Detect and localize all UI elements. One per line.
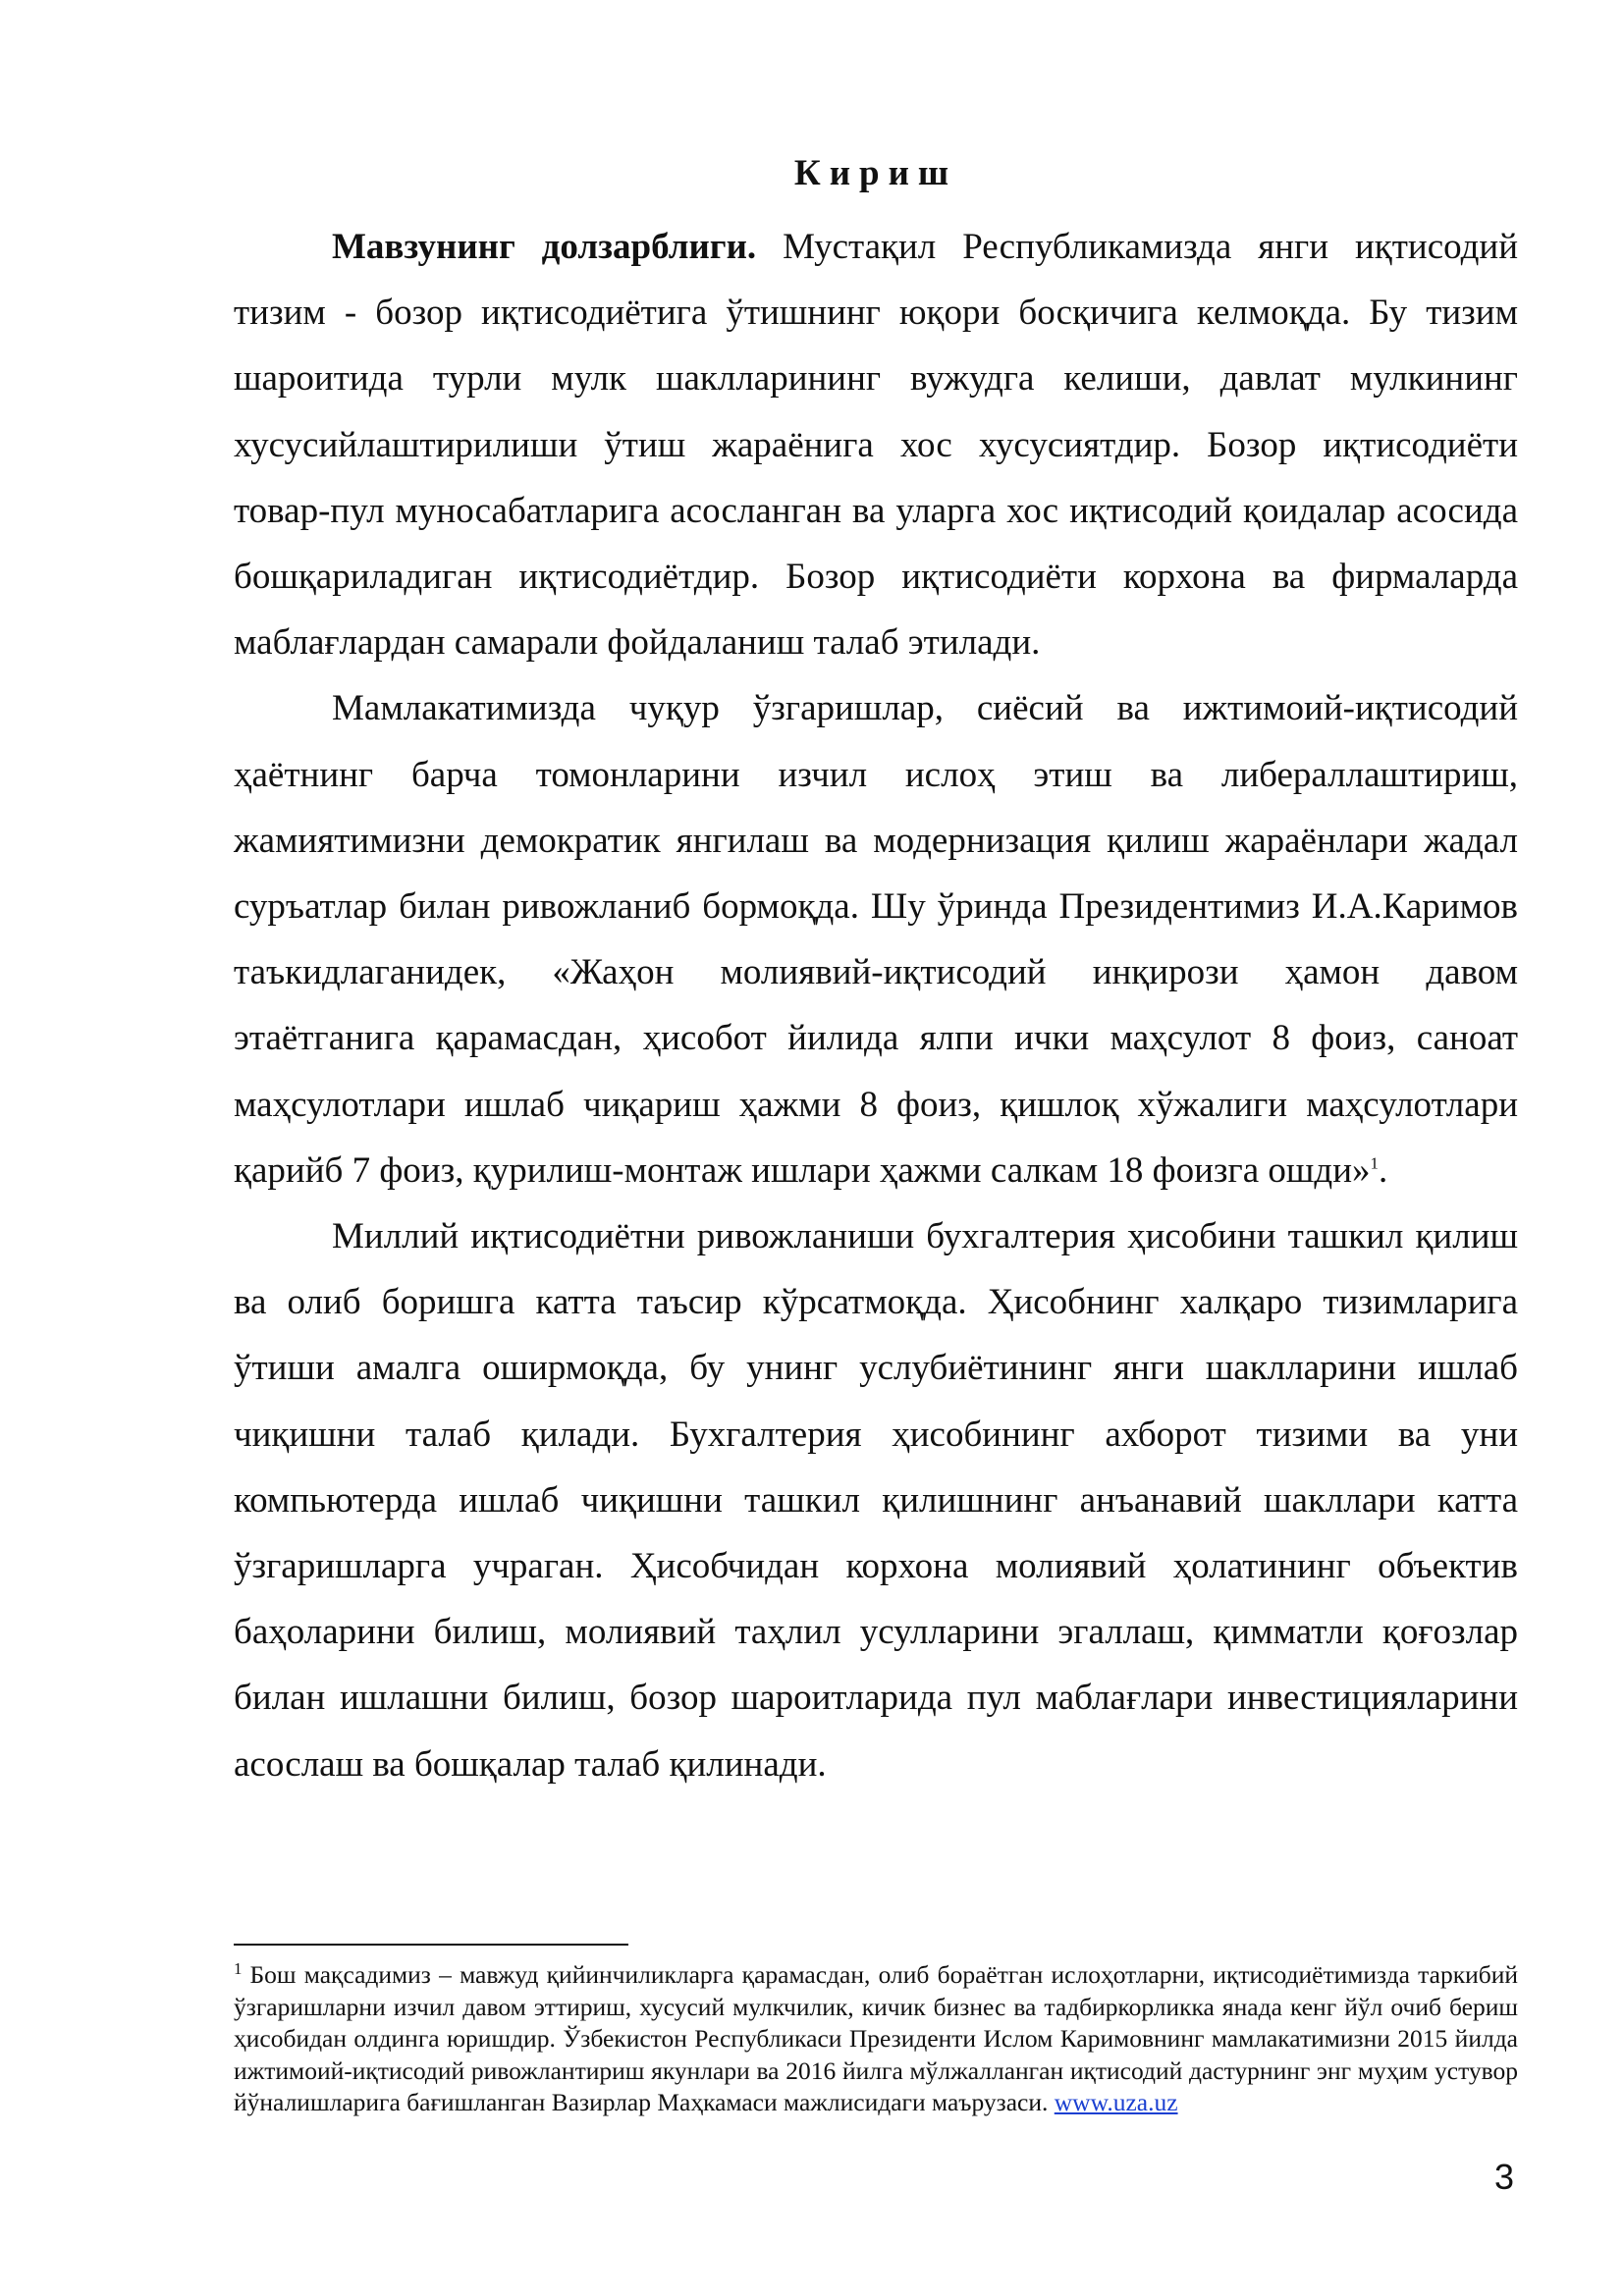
footnote-mark: 1 (234, 1958, 243, 1978)
body-text (234, 214, 1518, 1797)
footnote-link[interactable]: www.uza.uz (1054, 2088, 1178, 2117)
footnote (234, 1959, 1518, 2119)
paragraph-2-end: . (1379, 1149, 1388, 1191)
paragraph-1-text: Мустақил Республикамизда янги иқтисодий тизим - бозор иқтисодиётига ўтишнинг юқори босқичига келмоқда. Бу тизим шароитида турли мулк шаклларининг вужудга келиши, давлат мулкининг хусусийлаштирилиши ўтиш жараёнига хос хусусиятдир. Бозор иқтисодиёти товар-пул муносабатларига асосланган ва уларга хос иқтисодий қоидалар асосида бошқариладиган иқтисодиётдир. Бозор иқтисодиёти корхона ва фирмаларда маблағлардан самарали фойдаланиш талаб этилади. (234, 227, 1518, 664)
paragraph-1 (234, 214, 1518, 675)
paragraph-2-text: Мамлакатимизда чуқур ўзгаришлар, сиёсий ва ижтимоий-иқтисодий ҳаётнинг барча томонларини изчил ислоҳ этиш ва либераллаштириш, жамиятимизни демократик янгилаш ва модернизация қилиш жараёнлари жадал суръатлар билан ривожланиб бормоқда. Шу ўринда Президентимиз И.А.Каримов таъкидлаганидек, «Жаҳон молиявий-иқтисодий инқирози ҳамон давом этаётганига қарамасдан, ҳисобот йилида ялпи ички маҳсулот 8 фоиз, саноат маҳсулотлари ишлаб чиқариш ҳажми 8 фоиз, қишлоқ хўжалиги маҳсулотлари қарийб 7 фоиз, қурилиш-монтаж ишлари ҳажми салкам 18 фоизга ошди» (234, 688, 1518, 1191)
paragraph-1-lead: Мавзунинг долзарблиги. (332, 227, 757, 267)
paragraph-3 (234, 1203, 1518, 1797)
footnote-separator (234, 1944, 628, 1946)
footnote-text: Бош мақсадимиз – мавжуд қийинчиликларга қарамасдан, олиб бораётган ислоҳотларни, иқтисодиётимизда таркибий ўзгаришларни изчил давом эттириш, хусусий мулкчилик, кичик бизнес ва тадбиркорликка янада кенг йўл очиб бериш ҳисобидан олдинга юришдир. Ўзбекистон Республикаси Президенти Ислом Каримовнинг мамлакатимизни 2015 йилда ижтимоий-иқтисодий ривожлантириш якунлари ва 2016 йилга мўлжалланган иқтисодий дастурнинг энг муҳим устувор йўналишларига бағишланган Вазирлар Маҳкамаси мажлисидаги маърузаси. (234, 1960, 1518, 2117)
paragraph-3-text: Миллий иқтисодиётни ривожланиши бухгалтерия ҳисобини ташкил қилиш ва олиб боришга катта таъсир кўрсатмоқда. Ҳисобнинг халқаро тизимларига ўтиши амалга оширмоқда, бу унинг услубиётининг янги шаклларини ишлаб чиқишни талаб қилади. Бухгалтерия ҳисобининг ахборот тизими ва уни компьютерда ишлаб чиқишни ташкил қилишнинг анъанавий шакллари катта ўзгаришларга учраган. Ҳисобчидан корхона молиявий ҳолатининг объектив баҳоларини билиш, молиявий таҳлил усулларини эгаллаш, қимматли қоғозлар билан ишлашни билиш, бозор шароитларида пул маблағлари инвестицияларини асослаш ва бошқалар талаб қилинади. (234, 1216, 1518, 1785)
page-number: 3 (1493, 2157, 1514, 2197)
section-heading: Кириш (793, 153, 958, 193)
paragraph-2 (234, 675, 1518, 1203)
footnote-reference: 1 (1370, 1153, 1380, 1173)
